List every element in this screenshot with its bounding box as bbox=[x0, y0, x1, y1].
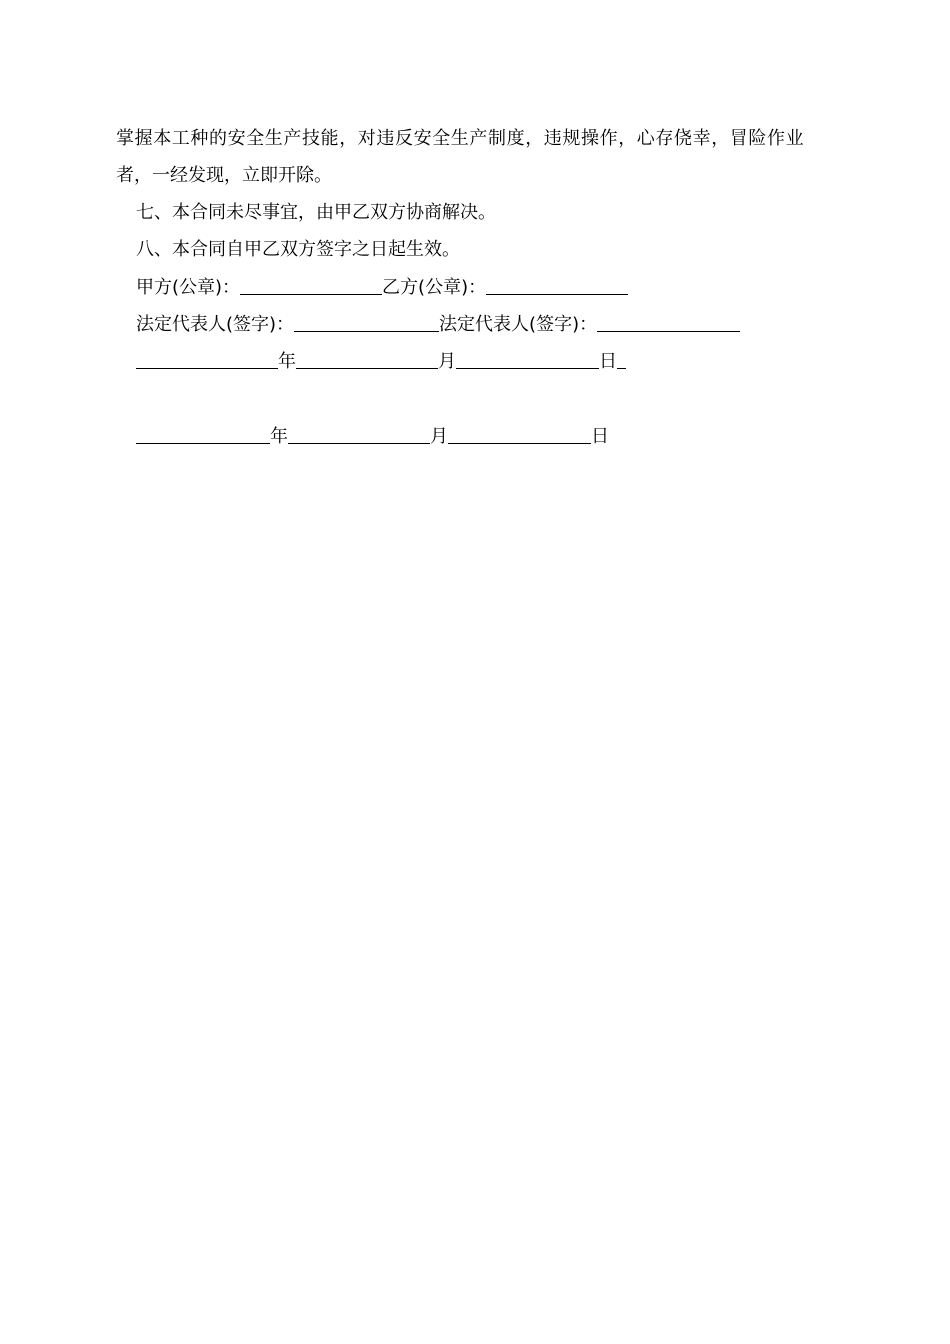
year-blank-b bbox=[136, 425, 270, 444]
month-label-a: 月 bbox=[438, 351, 456, 372]
party-b-rep-blank bbox=[597, 313, 740, 332]
party-a-rep-blank bbox=[294, 313, 439, 332]
clause-8: 八、本合同自甲乙双方签字之日起生效。 bbox=[136, 239, 460, 260]
year-label-a: 年 bbox=[278, 351, 296, 372]
day-blank-a bbox=[456, 350, 599, 369]
party-a-seal-blank bbox=[240, 276, 382, 295]
date-row-b bbox=[136, 425, 609, 449]
party-a-rep-label: 法定代表人(签字)： bbox=[136, 314, 295, 335]
day-blank-b bbox=[448, 425, 591, 444]
date-row-a bbox=[136, 350, 626, 374]
day-label-a: 日 bbox=[599, 351, 617, 372]
year-label-b: 年 bbox=[270, 426, 288, 447]
paragraph-line-2: 者，一经发现，立即开除。 bbox=[116, 165, 332, 186]
paragraph-line-1: 掌握本工种的安全生产技能，对违反安全生产制度，违规操作，心存侥幸，冒险作业 bbox=[116, 128, 805, 149]
year-blank-a bbox=[136, 350, 278, 369]
day-label-b: 日 bbox=[591, 426, 609, 447]
party-a-seal-label: 甲方(公章)： bbox=[136, 277, 241, 298]
party-b-rep-label: 法定代表人(签字)： bbox=[439, 314, 598, 335]
trailing-blank-a bbox=[617, 350, 626, 369]
party-seal-row bbox=[136, 276, 628, 300]
month-blank-a bbox=[296, 350, 438, 369]
month-blank-b bbox=[288, 425, 430, 444]
month-label-b: 月 bbox=[430, 426, 448, 447]
representative-row bbox=[136, 313, 740, 337]
clause-7: 七、本合同未尽事宜，由甲乙双方协商解决。 bbox=[136, 202, 496, 223]
party-b-seal-label: 乙方(公章)： bbox=[382, 277, 487, 298]
party-b-seal-blank bbox=[486, 276, 628, 295]
